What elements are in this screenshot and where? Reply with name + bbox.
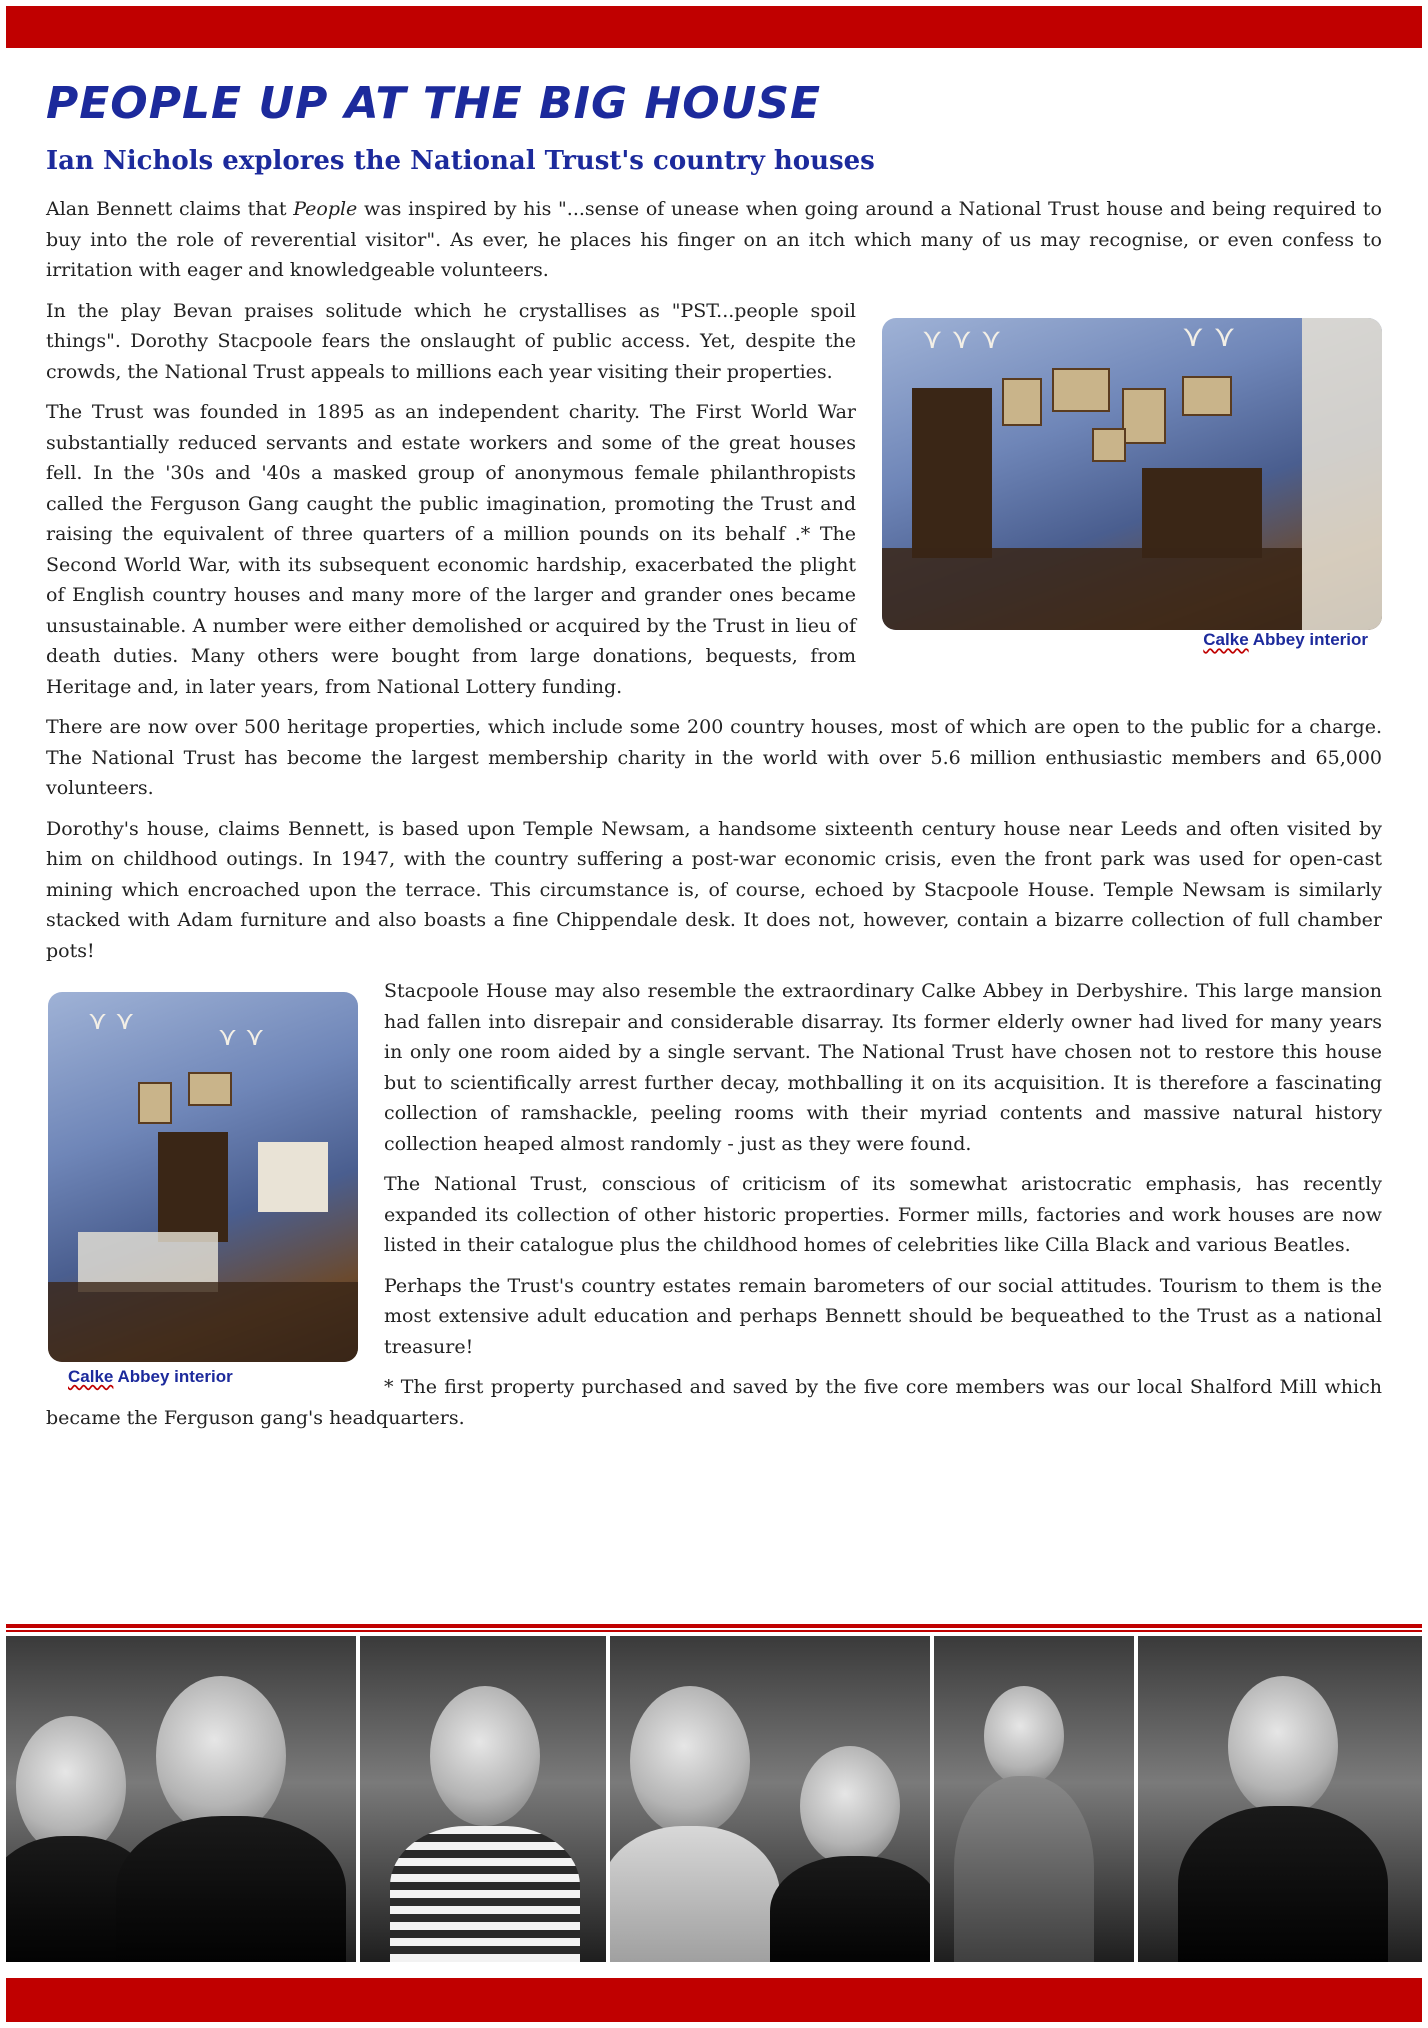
paragraph-properties: There are now over 500 heritage properties, which include some 200 country houses, most of which are open to the public for a charge. The National Trust has become the largest membership charity in the world with over 5.6 million enthusiastic members and 65,000 volunteers. <box>46 716 1382 799</box>
footnote: * The first property purchased and saved by the five core members was our local Shalford Mill which became the Ferguson gang's headquarters. <box>46 1376 1382 1429</box>
paragraph-intro: Alan Bennett claims that People was inspired by his "...sense of unease when going around a National Trust house and being required to buy into the role of reverential visitor". As ever, he places his finger on an itch which many of us may recognise, or even confess to irritation with eager and knowledgeable volunteers. <box>46 198 1382 281</box>
rehearsal-photo-4 <box>934 1636 1134 1962</box>
bedroom-photo: ⋎ ⋎ ⋎ ⋎ <box>48 992 358 1362</box>
calke-abbey-photo-bottom <box>48 992 358 1392</box>
bottom-red-band <box>6 1978 1422 2022</box>
rehearsal-photo-5 <box>1138 1636 1422 1962</box>
top-red-band <box>6 6 1422 48</box>
article-body <box>46 194 1382 1443</box>
image-caption-top: Calke Abbey interior <box>1203 630 1368 649</box>
image-caption-bottom: Calke Abbey interior <box>68 1366 233 1386</box>
rehearsal-photo-2 <box>360 1636 606 1962</box>
paragraph-expansion: The National Trust, conscious of criticism of its somewhat aristocratic emphasis, has recently expanded its collection of other historic properties. Former mills, factories and work houses are now listed in their catalogue plus the childhood homes of celebrities like Cilla Black and various Beatles. <box>384 1173 1382 1256</box>
page-title: PEOPLE UP AT THE BIG HOUSE <box>46 78 822 129</box>
divider-rule-thin <box>6 1630 1422 1632</box>
play-title-italic: People <box>293 198 358 220</box>
paragraph-history: The Trust was founded in 1895 as an independent charity. The First World War substantially reduced servants and estate workers and some of the great houses fell. In the '30s and '40s a masked group of anonymous female philanthropists called the Ferguson Gang caught the public imagination, promoting the Trust and raising the equivalent of three quarters of a million pounds on its behalf .* The Second World War, with its subsequent economic hardship, exacerbated the plight of English country houses and many more of the larger and grander ones became unsustainable. A number were either demolished or acquired by the Trust in lieu of death duties. Many others were bought from large donations, bequests, from Heritage and, in later years, from National Lottery funding. <box>46 401 856 698</box>
rehearsal-photo-3 <box>610 1636 930 1962</box>
interior-photo: ⋎ ⋎ ⋎ ⋎ ⋎ <box>882 318 1382 630</box>
paragraph-temple-newsam: Dorothy's house, claims Bennett, is based upon Temple Newsam, a handsome sixteenth century house near Leeds and often visited by him on childhood outings. In 1947, with the country suffering a post-war economic crisis, even the front park was used for open-cast mining which encroached upon the terrace. This circumstance is, of course, echoed by Stacpoole House. Temple Newsam is similarly stacked with Adam furniture and also boasts a fine Chippendale desk. It does not, however, contain a bizarre collection of full chamber pots! <box>46 817 1382 962</box>
paragraph-calke-abbey: Stacpoole House may also resemble the extraordinary Calke Abbey in Derbyshire. This large mansion had fallen into disrepair and considerable disarray. Its former elderly owner had lived for many years in only one room aided by a single servant. The National Trust have chosen not to restore this house but to scientifically arrest further decay, mothballing it on its acquisition. It is therefore a fascinating collection of ramshackle, peeling rooms with their myriad contents and massive natural history collection heaped almost randomly - just as they were found. <box>384 980 1382 1155</box>
paragraph-bevan: In the play Bevan praises solitude which he crystallises as "PST...people spoil things". Dorothy Stacpoole fears the onslaught of public access. Yet, despite the crowds, the National Trust appeals to millions each year visiting their properties. <box>46 299 856 383</box>
paragraph-conclusion: Perhaps the Trust's country estates remain barometers of our social attitudes. Tourism to them is the most extensive adult education and perhaps Bennett should be bequeathed to the Trust as a national treasure! <box>384 1274 1382 1358</box>
page-subtitle: Ian Nichols explores the National Trust's country houses <box>46 146 875 176</box>
rehearsal-photo-strip <box>6 1636 1422 1962</box>
divider-rule <box>6 1624 1422 1628</box>
calke-abbey-photo-top <box>882 318 1382 656</box>
rehearsal-photo-1 <box>6 1636 356 1962</box>
